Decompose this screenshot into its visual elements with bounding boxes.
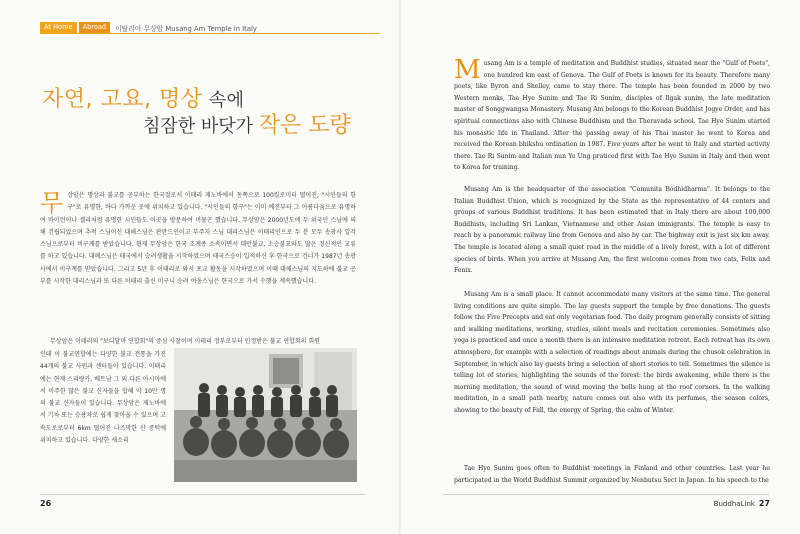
korean-paragraph-3: 인데 이 불교연합에는 다양한 불교 전통을 가진 44개의 불교 사원과 센터들이 있습니다. 이태리에는 현재 스리랑카, 베트남 그 외 다른 아시아에서 이주한 많은 불교 신자들을 합해 약 10만 명의 불교 신자들이 있습니다. 무상암은 제노바에서 기차 또는 승용차로 쉽게 찾아올 수 있으며 고속도로로부터 6km 떨어진 나즈막한 산 중턱에 위치하고 있습니다. 다양한 새소리 (40, 351, 166, 445)
page-number-right: 27 (758, 499, 770, 508)
footer-rule-right (443, 494, 769, 495)
korean-drop-cap: 무 (40, 189, 64, 217)
group-photo (174, 348, 357, 482)
english-paragraph-2: Musang Am is the headquarter of the association "Comunita Bodhidharma". It belongs to the Italian Buddhist Union, which is recognized by the State as the representative of 44 centers and groups of various Buddhist traditions. It has been estimated that in Italy there are about 100,000 Buddhists, including Sri Lankan, Vietnamese and other Asian immigrants. The temple is easy to reach by a panoramic railway line from Genova and also by car. The highway exit is just six km away. The temple is located along a small quiet road in the middle of a lively forest, with a lot of different species of birds. When you arrive at Musang Am, the first welcome comes from two cats, Felix and Fenix. (454, 186, 770, 275)
title1-accent: 자연, 고요, 명상 (42, 87, 203, 112)
korean-paragraph-2: 무상암은 이태리의 "보디달마 연합회"의 중심 사찰이며 이태리 정부로부터 인정받은 불교 연합회의 회원 (50, 338, 320, 345)
page-gutter (399, 0, 401, 534)
article-title-line2 (143, 108, 351, 139)
section-header (40, 22, 257, 33)
korean-p1-text: 상암은 명상과 불교를 공부하는 한국절로서 이태리 제노바에서 동쪽으로 100킬로미터 떨어진, "시인들의 항구"로 유명한, 바다 가까운 곳에 위치하고 있습니다. "시인들의 항구"는 이미 예전부터 그 아름다움으로 유명하여 바이런이나 셸리처럼 유명한 시인들도 이곳을 방문하여 머물곤 했습니다. 무상암은 2000년도에 두 외국인 스님에 의해 건립되었으며 추적 스님이신 대해스님은 판란드인이고 부주지 스님 대리스님은 이태리인으로 두 분 모두 송광사 일각스님으로부터 비구계를 받았습니다. 현재 무상암은 한국 조계종 소속이면서 대만불교, 소승불교와도 많은 정신적인 교류를 하고 있습니다. 대해스님은 태국에서 승려생활을 시작하였으며 태국스승이 입적하신 후 한국으로 건너가 1987년 송광사에서 비구계를 받았습니다. 그리고 5년 후 이태리로 와서 포교 활동을 시작하였으며 이때 대해스님의 지도하에 불교 공부를 시작한 대리스님과 또 다른 이태리 출신 미구니 승려 여웅스님은 한국으로 가서 수행을 계속했습니다. (40, 192, 356, 286)
footer-right (714, 499, 770, 508)
english-p1-text: usang Am is a temple of meditation and Buddhist studies, situated near the "Gulf of Poets", one hundred km east of Genova. The Gulf of Poets is known for its beauty. Therefore many poets, like Byron and Shelley, came to stay there. The temple has been founded in 2000 by two Western monks, Tae Hye Sunim and Tae Ri Sunim, disciples of Ilgak sunim, the late meditation master of Songgwangsa Monastery. Musang Am belongs to the Korean Buddhist Jogye Order, and has spiritual connections also with Chinese Buddhism and the Theravada school. Tae Hye Sunim started his monastic life in Thailand. After the passing away of his Thai master he went to Korea and received the Korean bhikshu ordination in 1987. Five years after he went to Italy and started activity there. Tae Ri Sunim and Italian nun Yo Ung pratiсed first with Tae Hye Sunim in Italy and then went to Korea for training. (454, 60, 770, 172)
title2-rest: 침잠한 바닷가 (143, 116, 259, 137)
english-paragraph-1 (454, 55, 770, 174)
korean-paragraph-1 (40, 190, 356, 288)
tag-abroad: Abroad (79, 22, 111, 33)
group-photo-illustration (174, 348, 357, 482)
header-subtitle: 이탈리아 무상암 Musang Am Temple in Italy (115, 24, 257, 33)
magazine-name: BuddhaLink (713, 500, 755, 508)
english-paragraph-4: Tae Hye Sunim goes often to Buddhist meetings in Finland and other countries. Last year he participated in the World Buddhist Summit organized by Nenbutsu Sect in Japan. In his speech to the (454, 465, 770, 484)
footer-rule-left (40, 494, 366, 495)
header-rule (40, 33, 380, 34)
title1-rest: 속에 (202, 90, 245, 111)
english-paragraph-3: Musang Am is a small place. It cannot accommodate many visitors at the same time. The general living conditions are quite simple. The lay guests support the temple by free donations. The guests follow the Five Precepts and eat only vegetarian food. The daily program generally consists of sitting and walking meditations, working, studies, silent meals and recitation ceremonies. Sometimes also yoga is practiced and once a month there is an intensive meditation retreat. Each retreat has its own atmosphere, for example with a selection of readings about animals during the chusok celebration in September, in which also lay guests bring a selection of short stories to tell. Sometimes the silence is telling lot of stories, highlighting the sounds of the forest: the birds awakening, while there is the morning meditation, the sound of wind moving the bells hung at the roof corners. In the walking meditation, in a small path nearby, nature comes out also with its perfumes, the season colors, showing to the beauty of Fall, the energy of Spring, the calm of Winter. (454, 291, 770, 414)
page-number-left: 26 (40, 499, 52, 508)
tag-at-home: At Home (40, 22, 77, 33)
title2-accent: 작은 도량 (258, 113, 351, 138)
english-drop-cap: M (454, 55, 481, 85)
